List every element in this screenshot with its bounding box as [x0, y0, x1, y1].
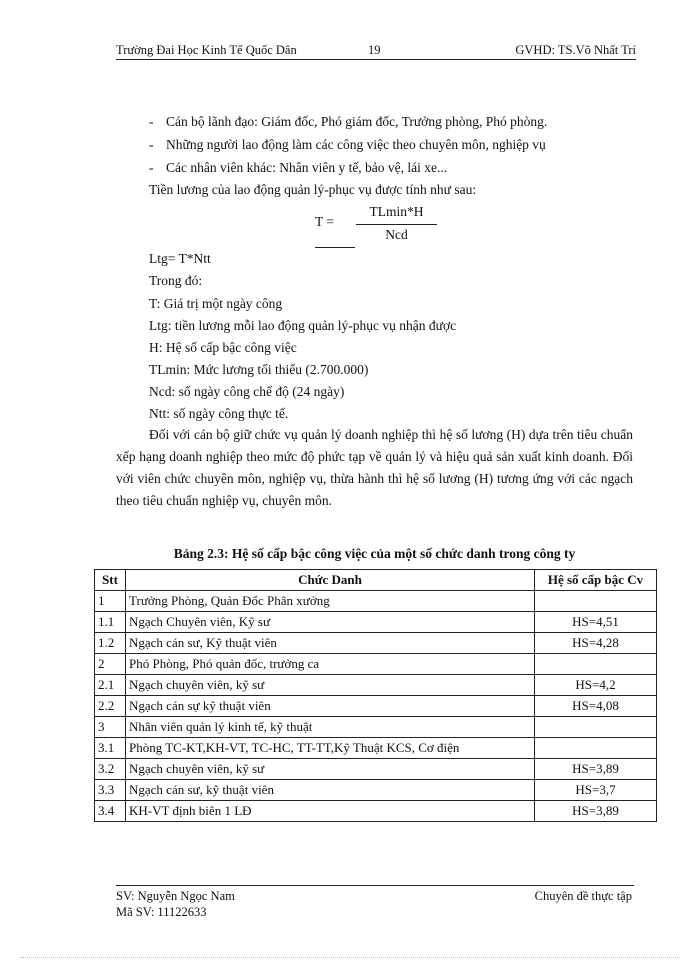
formula-denominator: Ncd [385, 227, 408, 242]
cell-cv [535, 717, 657, 738]
cell-title: Phó Phòng, Phó quản đốc, trưởng ca [126, 654, 535, 675]
definition-heading: Trong đó: [149, 273, 203, 288]
cell-cv [535, 591, 657, 612]
cell-cv: HS=3,89 [535, 801, 657, 822]
table-caption: Bảng 2.3: Hệ số cấp bậc công việc của một số chức danh trong công ty [173, 546, 576, 561]
definition-item: Ltg: tiền lương mỗi lao động quản lý-phục vụ nhận được [149, 318, 457, 333]
cell-cv: HS=3,7 [535, 780, 657, 801]
cell-title: Ngạch chuyên viên, kỹ sư [126, 759, 535, 780]
table-row [95, 654, 657, 675]
cell-stt: 1.2 [95, 633, 126, 654]
definition-item: H: Hệ số cấp bậc công việc [149, 340, 297, 355]
cell-stt: 2.1 [95, 675, 126, 696]
cell-title: Ngạch chuyên viên, kỹ sư [126, 675, 535, 696]
cell-cv: HS=4,2 [535, 675, 657, 696]
table-row [95, 780, 657, 801]
cell-title: Phòng TC-KT,KH-VT, TC-HC, TT-TT,Kỹ Thuật KCS, Cơ điện [126, 738, 535, 759]
cell-cv: HS=4,08 [535, 696, 657, 717]
footer-rule [116, 885, 634, 886]
definition-item: Ntt: số ngày công thực tế. [149, 406, 289, 421]
cell-cv: HS=4,28 [535, 633, 657, 654]
page-edge [20, 957, 680, 958]
cell-stt: 2.2 [95, 696, 126, 717]
cell-title: Ngạch cán sự kỹ thuật viên [126, 696, 535, 717]
table-row [95, 675, 657, 696]
cell-stt: 1.1 [95, 612, 126, 633]
cell-cv [535, 654, 657, 675]
cell-title: Ngạch Chuyên viên, Kỹ sư [126, 612, 535, 633]
coefficient-table [94, 569, 657, 822]
cell-title: Trưởng Phòng, Quản Đốc Phân xưởng [126, 591, 535, 612]
table-row [95, 717, 657, 738]
table-row [95, 696, 657, 717]
definition-item: Ncd: số ngày công chế độ (24 ngày) [149, 384, 345, 399]
table-header-row [95, 570, 657, 591]
formula-lhs: T = [315, 214, 334, 229]
cell-title: Nhân viên quản lý kinh tế, kỹ thuật [126, 717, 535, 738]
cell-stt: 1 [95, 591, 126, 612]
cell-cv: HS=4,51 [535, 612, 657, 633]
definition-item: TLmin: Mức lương tối thiểu (2.700.000) [149, 362, 369, 377]
formula-underline [315, 247, 355, 248]
table-row [95, 801, 657, 822]
header-rule [116, 59, 636, 60]
footer-student-id: Mã SV: 11122633 [116, 905, 207, 919]
formula-line: Ltg= T*Ntt [149, 251, 211, 266]
table-row [95, 612, 657, 633]
cell-cv: HS=3,89 [535, 759, 657, 780]
cell-cv [535, 738, 657, 759]
col-stt-header: Stt [95, 570, 126, 591]
intro-line: Tiền lương của lao động quản lý-phục vụ được tính như sau: [149, 182, 477, 197]
table-row [95, 633, 657, 654]
cell-title: Ngạch cán sư, kỹ thuật viên [126, 780, 535, 801]
cell-stt: 2 [95, 654, 126, 675]
col-cv-header: Hệ số cấp bậc Cv [535, 570, 657, 591]
footer-student: SV: Nguyễn Ngọc Nam [116, 889, 235, 903]
table-row [95, 738, 657, 759]
definition-item: T: Giá trị một ngày công [149, 296, 283, 311]
fraction-bar [356, 224, 437, 225]
cell-stt: 3.1 [95, 738, 126, 759]
table-row [95, 591, 657, 612]
cell-stt: 3 [95, 717, 126, 738]
cell-title: Ngạch cán sư, Kỹ thuật viên [126, 633, 535, 654]
page-number: 19 [368, 43, 381, 57]
header-school: Trường Đai Học Kinh Tế Quốc Dân [116, 43, 297, 57]
col-title-header: Chức Danh [126, 570, 535, 591]
cell-stt: 3.2 [95, 759, 126, 780]
header-advisor: GVHD: TS.Võ Nhất Trí [515, 43, 636, 57]
cell-stt: 3.4 [95, 801, 126, 822]
body-paragraph: Đối với cán bộ giữ chức vụ quản lý doanh nghiệp thì hệ số lương (H) dựa trên tiêu chuẩn xếp hạng doanh nghiệp theo mức độ phức tạp về quản lý và hiệu quả sản xuất kinh doanh. Đối với viên chức chuyên môn, nghiệp vụ, thừa hành thì hệ số lương (H) tương ứng với các ngạch theo tiêu chuẩn nghiệp vụ, chuyên môn. [116, 427, 633, 508]
footer-report-type: Chuyên đề thực tập [534, 889, 632, 903]
cell-stt: 3.3 [95, 780, 126, 801]
cell-title: KH-VT định biên 1 LĐ [126, 801, 535, 822]
formula-numerator: TLmin*H [369, 204, 424, 219]
table-row [95, 759, 657, 780]
